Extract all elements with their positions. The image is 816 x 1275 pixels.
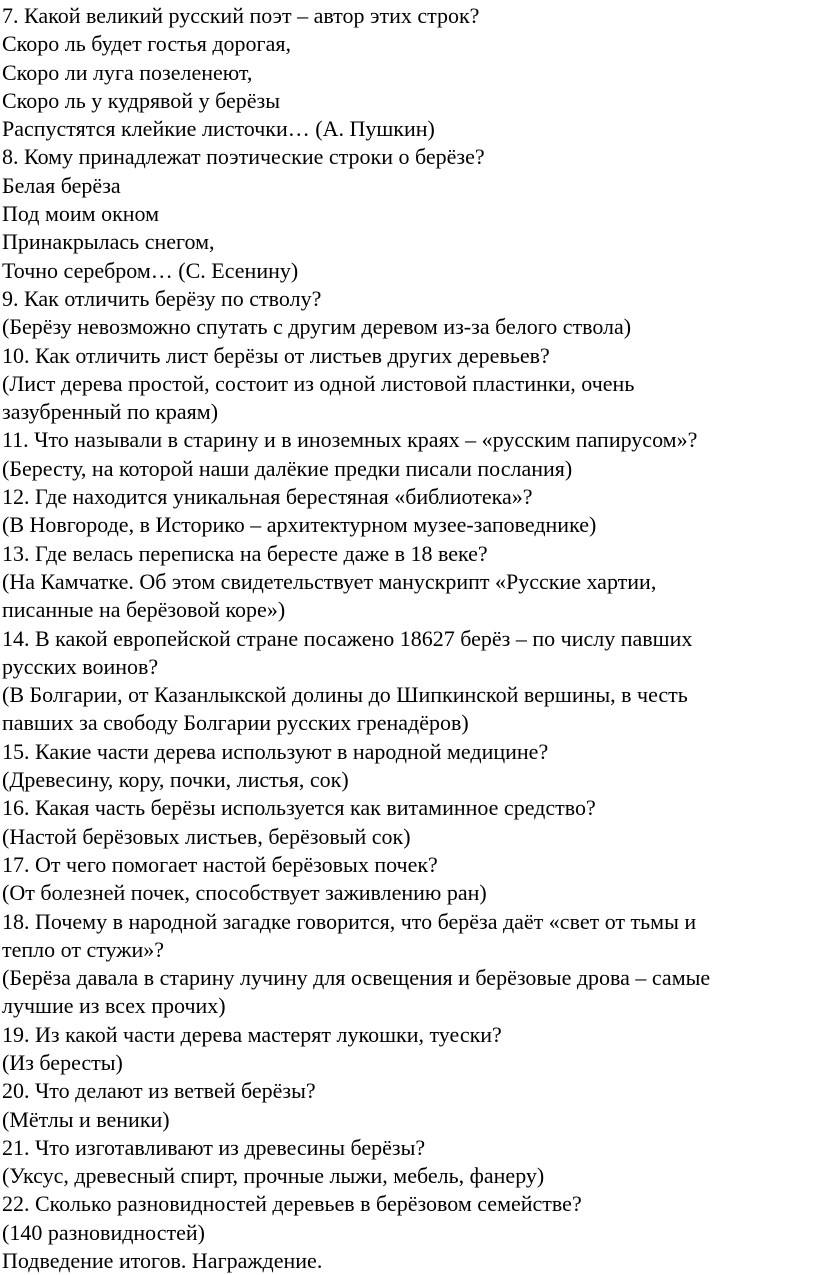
text-line: 20. Что делают из ветвей берёзы? <box>2 1078 316 1104</box>
document-body <box>2 2 806 1275</box>
text-line: Скоро ль у кудрявой у берёзы <box>2 87 280 113</box>
text-line: 14. В какой европейской стране посажено 18627 берёз – по числу павших <box>2 625 693 651</box>
text-line: павших за свободу Болгарии русских гренадёров) <box>2 710 469 736</box>
text-line: 19. Из какой части дерева мастерят лукошки, туески? <box>2 1021 502 1047</box>
text-line: Скоро ль будет гостья дорогая, <box>2 31 291 57</box>
text-line: Точно серебром… (С. Есенину) <box>2 257 299 283</box>
text-line: зазубренный по краям) <box>2 399 219 425</box>
text-line: (Бересту, на которой наши далёкие предки писали послания) <box>2 455 573 481</box>
text-line: (Лист дерева простой, состоит из одной листовой пластинки, очень <box>2 370 635 396</box>
text-line: (На Камчатке. Об этом свидетельствует манускрипт «Русские хартии, <box>2 568 657 594</box>
text-line: русских воинов? <box>2 653 159 679</box>
text-line: 8. Кому принадлежат поэтические строки о берёзе? <box>2 144 485 170</box>
text-line: (Берёзу невозможно спутать с другим деревом из-за белого ствола) <box>2 314 632 340</box>
text-line: лучшие из всех прочих) <box>2 993 226 1019</box>
text-line: 16. Какая часть берёзы используется как витаминное средство? <box>2 795 596 821</box>
text-line: 21. Что изготавливают из древесины берёзы? <box>2 1134 426 1160</box>
text-line: 10. Как отличить лист берёзы от листьев других деревьев? <box>2 342 550 368</box>
text-line: (Из бересты) <box>2 1049 123 1075</box>
text-line: Принакрылась снегом, <box>2 229 215 255</box>
text-line: тепло от стужи»? <box>2 936 164 962</box>
text-line: 12. Где находится уникальная берестяная «библиотека»? <box>2 484 533 510</box>
text-line: 17. От чего помогает настой берёзовых почек? <box>2 851 438 877</box>
text-line: (В Новгороде, в Историко – архитектурном музее-заповеднике) <box>2 512 597 538</box>
text-line: (Мётлы и веники) <box>2 1106 170 1132</box>
text-line: (Уксус, древесный спирт, прочные лыжи, мебель, фанеру) <box>2 1163 545 1189</box>
text-line: (Древесину, кору, почки, листья, сок) <box>2 767 349 793</box>
text-line: Подведение итогов. Награждение. <box>2 1248 323 1274</box>
text-line: Скоро ли луга позеленеют, <box>2 59 253 85</box>
text-line: (Берёза давала в старину лучину для освещения и берёзовые дрова – самые <box>2 965 711 991</box>
text-line: 22. Сколько разновидностей деревьев в берёзовом семействе? <box>2 1191 582 1217</box>
text-line: Под моим окном <box>2 201 160 227</box>
text-line: 18. Почему в народной загадке говорится, что берёза даёт «свет от тьмы и <box>2 908 697 934</box>
text-line: (Настой берёзовых листьев, берёзовый сок) <box>2 823 411 849</box>
text-line: (В Болгарии, от Казанлыкской долины до Шипкинской вершины, в честь <box>2 682 688 708</box>
text-line: (140 разновидностей) <box>2 1219 205 1245</box>
text-line: 11. Что называли в старину и в иноземных краях – «русским папирусом»? <box>2 427 698 453</box>
text-line: писанные на берёзовой коре») <box>2 597 286 623</box>
text-line: Распустятся клейкие листочки… (А. Пушкин) <box>2 116 435 142</box>
text-line: 13. Где велась переписка на бересте даже в 18 веке? <box>2 540 488 566</box>
text-line: Белая берёза <box>2 172 121 198</box>
text-line: 15. Какие части дерева используют в народной медицине? <box>2 738 549 764</box>
text-line: 9. Как отличить берёзу по стволу? <box>2 285 322 311</box>
text-line: (От болезней почек, способствует заживлению ран) <box>2 880 487 906</box>
text-line: 7. Какой великий русский поэт – автор этих строк? <box>2 3 480 28</box>
